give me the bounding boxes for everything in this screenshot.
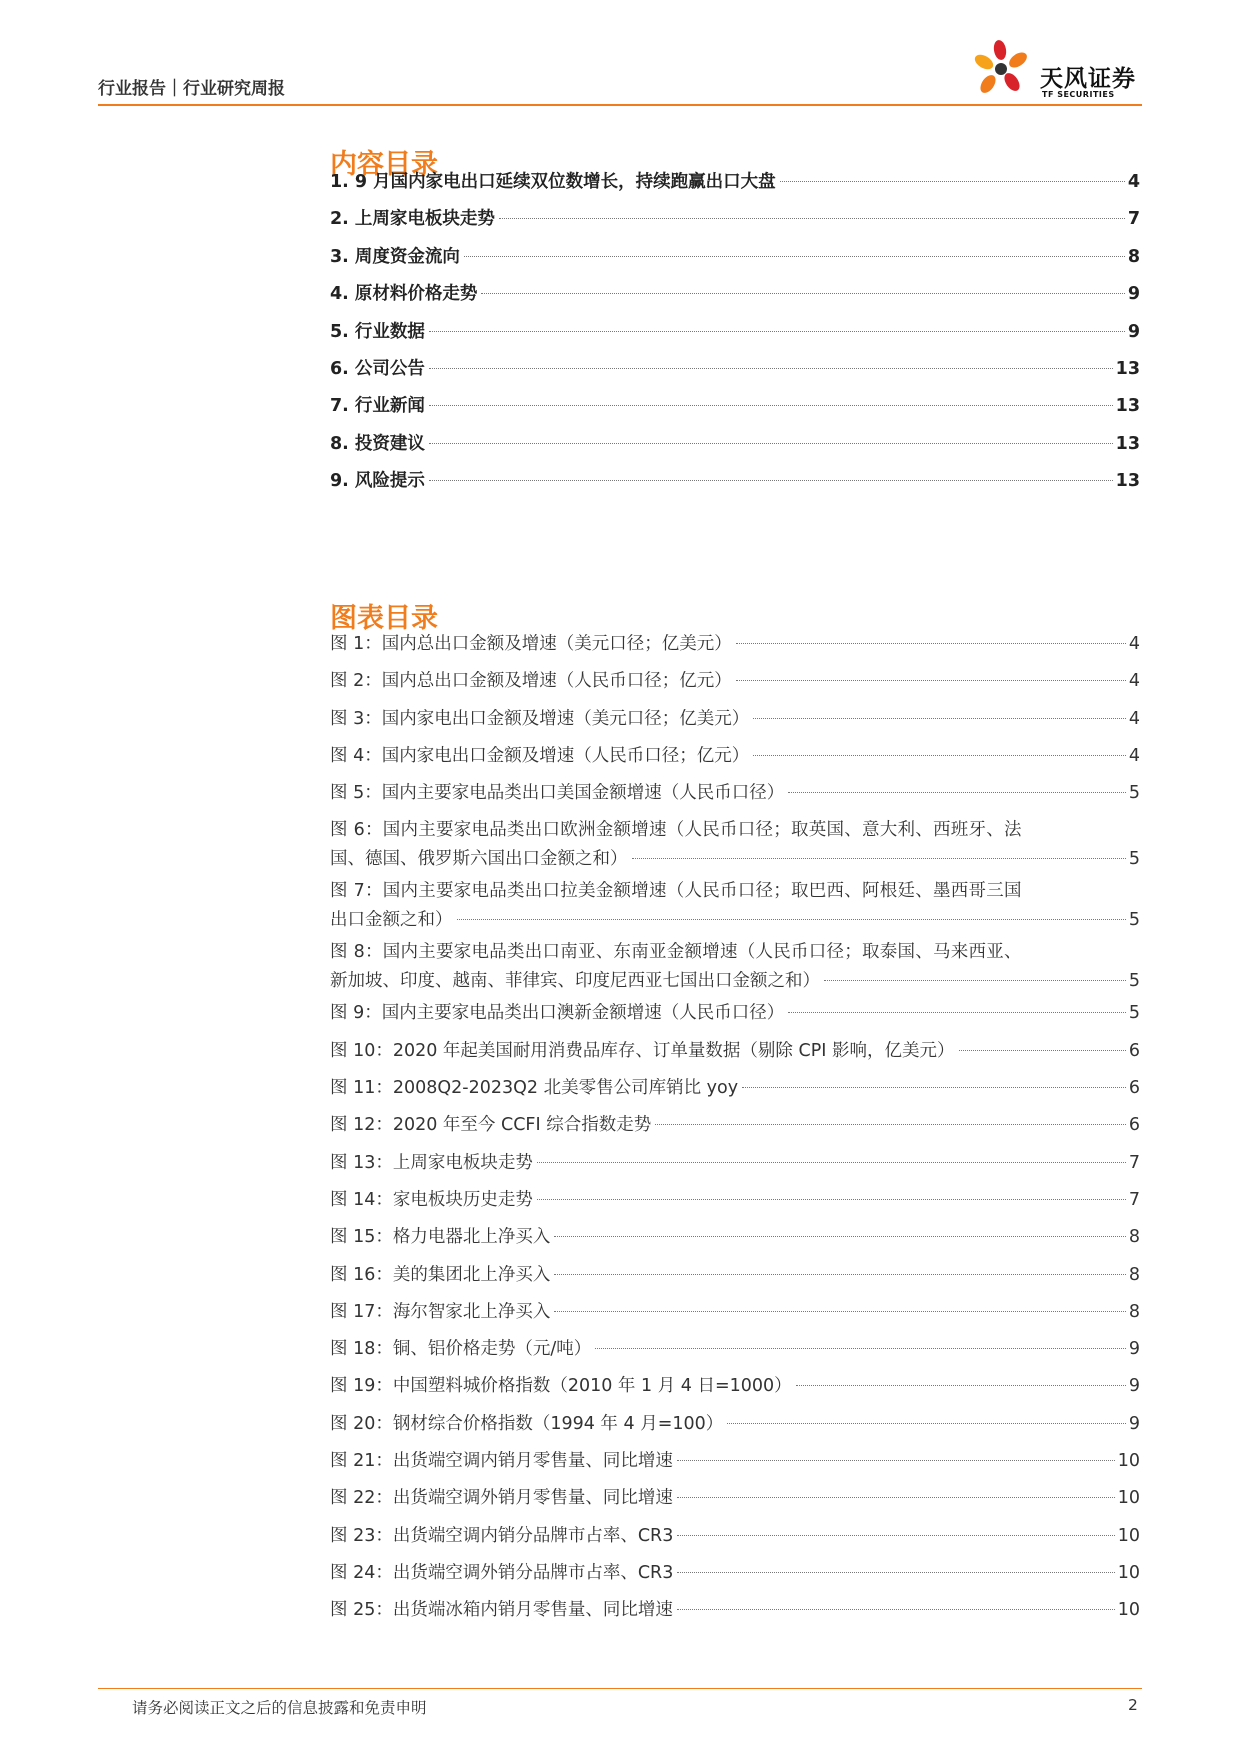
- toc-item-page: 13: [1115, 433, 1140, 454]
- toc-item-label: 6. 公司公告: [330, 358, 425, 379]
- figure-item-page: 10: [1117, 1525, 1140, 1546]
- figure-item[interactable]: [330, 742, 1140, 779]
- tf-securities-logo: [968, 38, 1158, 104]
- leader-dots: [796, 1385, 1126, 1386]
- figure-item[interactable]: [330, 1596, 1140, 1633]
- figure-item-label-line1: 图 7：国内主要家电品类出口拉美金额增速（人民币口径；取巴西、阿根廷、墨西哥三国: [330, 881, 1022, 902]
- leader-dots: [429, 331, 1125, 332]
- figure-item-label: 图 12：2020 年至今 CCFI 综合指数走势: [330, 1115, 652, 1136]
- leader-dots: [727, 1423, 1126, 1424]
- leader-dots: [677, 1460, 1115, 1461]
- leader-dots: [780, 181, 1125, 182]
- figure-item[interactable]: [330, 1372, 1140, 1409]
- figure-item[interactable]: [330, 1223, 1140, 1260]
- leader-dots: [824, 980, 1126, 981]
- footer-disclaimer: 请务必阅读正文之后的信息披露和免责申明: [132, 1699, 427, 1717]
- figure-item-label: 图 5：国内主要家电品类出口美国金额增速（人民币口径）: [330, 783, 785, 804]
- logo-english-name: TF SECURITIES: [1042, 90, 1115, 99]
- figure-item-label: 图 4：国内家电出口金额及增速（人民币口径；亿元）: [330, 745, 750, 766]
- figure-item-page: 5: [1128, 1003, 1140, 1024]
- figure-item-page: 8: [1128, 1227, 1140, 1248]
- figure-item-label-line1: 图 6：国内主要家电品类出口欧洲金额增速（人民币口径；取英国、意大利、西班牙、法: [330, 820, 1022, 841]
- figure-item-page: 9: [1128, 1339, 1140, 1360]
- figure-item[interactable]: [330, 779, 1140, 816]
- figure-item-label: 图 13：上周家电板块走势: [330, 1152, 533, 1173]
- leader-dots: [554, 1236, 1126, 1237]
- leader-dots: [464, 256, 1125, 257]
- toc-item-label: 5. 行业数据: [330, 321, 425, 342]
- leader-dots: [429, 480, 1113, 481]
- toc-item-page: 9: [1127, 321, 1140, 342]
- figure-item-label: 图 1：国内总出口金额及增速（美元口径；亿美元）: [330, 634, 732, 654]
- figure-item-page: 5: [1128, 971, 1140, 992]
- figure-item[interactable]: [330, 938, 1140, 999]
- leader-dots: [788, 792, 1126, 793]
- figure-item-page: 6: [1128, 1078, 1140, 1099]
- leader-dots: [595, 1348, 1126, 1349]
- toc-item-page: 13: [1115, 358, 1140, 379]
- figure-item[interactable]: [330, 1298, 1140, 1335]
- toc-item-page: 7: [1127, 209, 1140, 230]
- leader-dots: [736, 643, 1126, 644]
- figure-item-page: 9: [1128, 1376, 1140, 1397]
- figure-item-label: 图 22：出货端空调外销月零售量、同比增速: [330, 1488, 673, 1509]
- figure-item-label: 图 2：国内总出口金额及增速（人民币口径；亿元）: [330, 671, 732, 692]
- figure-item-page: 10: [1117, 1562, 1140, 1583]
- figure-item[interactable]: [330, 1559, 1140, 1596]
- leader-dots: [429, 443, 1113, 444]
- toc-item[interactable]: [330, 168, 1140, 205]
- figure-item[interactable]: [330, 816, 1140, 877]
- figure-item-label: 图 25：出货端冰箱内销月零售量、同比增速: [330, 1600, 673, 1621]
- figure-item[interactable]: [330, 1037, 1140, 1074]
- leader-dots: [742, 1087, 1126, 1088]
- figure-item-page: 9: [1128, 1413, 1140, 1434]
- toc-item[interactable]: [330, 318, 1140, 355]
- toc-item-page: 4: [1127, 172, 1140, 192]
- figure-item[interactable]: [330, 1111, 1140, 1148]
- figure-item[interactable]: [330, 1186, 1140, 1223]
- figure-item-page: 5: [1128, 910, 1140, 931]
- leader-dots: [429, 405, 1113, 406]
- figure-item-page: 7: [1128, 1189, 1140, 1210]
- figures-title: 图表目录: [330, 603, 438, 634]
- leader-dots: [457, 919, 1126, 920]
- figure-item[interactable]: [330, 1335, 1140, 1372]
- figure-item-label: 图 24：出货端空调外销分品牌市占率、CR3: [330, 1562, 674, 1583]
- flower-logo-icon: [970, 38, 1034, 102]
- figure-item[interactable]: [330, 630, 1140, 667]
- toc-item-page: 9: [1127, 284, 1140, 305]
- figure-item-label: 图 17：海尔智家北上净买入: [330, 1301, 551, 1322]
- figure-item[interactable]: [330, 1149, 1140, 1186]
- toc-item[interactable]: [330, 280, 1140, 317]
- figure-item-page: 4: [1128, 708, 1140, 729]
- toc-item-label: 3. 周度资金流向: [330, 246, 460, 267]
- toc-item-page: 13: [1115, 396, 1140, 417]
- figure-item-page: 6: [1128, 1040, 1140, 1061]
- figure-item-page: 4: [1128, 634, 1140, 654]
- page-number: 2: [1128, 1696, 1138, 1714]
- figure-item-label-line2: 国、德国、俄罗斯六国出口金额之和）: [330, 849, 628, 870]
- figure-item-label: 图 14：家电板块历史走势: [330, 1189, 533, 1210]
- leader-dots: [481, 293, 1124, 294]
- leader-dots: [554, 1274, 1126, 1275]
- figure-item-label: 图 20：钢材综合价格指数（1994 年 4 月=100）: [330, 1413, 724, 1434]
- leader-dots: [632, 858, 1126, 859]
- leader-dots: [429, 368, 1113, 369]
- figure-item-label: 图 19：中国塑料城价格指数（2010 年 1 月 4 日=1000）: [330, 1376, 792, 1397]
- toc-item-label: 1. 9 月国内家电出口延续双位数增长，持续跑赢出口大盘: [330, 172, 776, 192]
- toc-item-label: 7. 行业新闻: [330, 396, 425, 417]
- figure-item-label: 图 3：国内家电出口金额及增速（美元口径；亿美元）: [330, 708, 750, 729]
- header-divider: [98, 104, 1142, 106]
- leader-dots: [677, 1609, 1115, 1610]
- figure-item-label: 图 21：出货端空调内销月零售量、同比增速: [330, 1451, 673, 1472]
- figure-item[interactable]: [330, 1447, 1140, 1484]
- leader-dots: [655, 1124, 1126, 1125]
- toc-item-page: 8: [1127, 246, 1140, 267]
- toc-item-label: 2. 上周家电板块走势: [330, 209, 495, 230]
- logo-name: 天风证券: [1040, 66, 1136, 92]
- toc-item[interactable]: [330, 355, 1140, 392]
- figure-item-page: 10: [1117, 1488, 1140, 1509]
- toc-item[interactable]: [330, 243, 1140, 280]
- figure-item[interactable]: [330, 999, 1140, 1036]
- figure-item-label: 图 15：格力电器北上净买入: [330, 1227, 551, 1248]
- figure-item[interactable]: [330, 1522, 1140, 1559]
- leader-dots: [753, 755, 1126, 756]
- leader-dots: [499, 218, 1125, 219]
- figure-item-label: 图 10：2020 年起美国耐用消费品库存、订单量数据（剔除 CPI 影响，亿美元）: [330, 1040, 955, 1061]
- toc-item-label: 9. 风险提示: [330, 471, 425, 492]
- figure-item-page: 10: [1117, 1451, 1140, 1472]
- figure-item-page: 5: [1128, 849, 1140, 870]
- leader-dots: [537, 1199, 1126, 1200]
- figure-item[interactable]: [330, 1074, 1140, 1111]
- figure-item[interactable]: [330, 877, 1140, 938]
- figure-item-page: 4: [1128, 745, 1140, 766]
- figure-item[interactable]: [330, 705, 1140, 742]
- figure-item[interactable]: [330, 1484, 1140, 1521]
- figure-item-page: 4: [1128, 671, 1140, 692]
- leader-dots: [788, 1012, 1126, 1013]
- toc-item[interactable]: [330, 392, 1140, 429]
- leader-dots: [537, 1162, 1126, 1163]
- figure-item-page: 10: [1117, 1600, 1140, 1621]
- figure-item-page: 5: [1128, 783, 1140, 804]
- figures-list: [330, 630, 1140, 1634]
- contents-title: 内容目录: [330, 149, 438, 180]
- toc-item[interactable]: [330, 430, 1140, 467]
- toc-item-page: 13: [1115, 471, 1140, 492]
- toc-item-label: 4. 原材料价格走势: [330, 284, 478, 305]
- figure-item-page: 8: [1128, 1264, 1140, 1285]
- figure-item[interactable]: [330, 667, 1140, 704]
- figure-item[interactable]: [330, 1261, 1140, 1298]
- leader-dots: [736, 680, 1126, 681]
- leader-dots: [677, 1572, 1114, 1573]
- toc-item[interactable]: [330, 467, 1140, 504]
- figure-item-page: 8: [1128, 1301, 1140, 1322]
- leader-dots: [753, 718, 1126, 719]
- figure-item-label: 图 9：国内主要家电品类出口澳新金额增速（人民币口径）: [330, 1003, 785, 1024]
- figure-item[interactable]: [330, 1410, 1140, 1447]
- figure-item-label: 图 18：铜、铝价格走势（元/吨）: [330, 1339, 592, 1360]
- leader-dots: [677, 1535, 1114, 1536]
- figure-item-label-line2: 出口金额之和）: [330, 910, 453, 931]
- toc-item[interactable]: [330, 205, 1140, 242]
- footer-divider: [98, 1688, 1142, 1689]
- figure-item-label: 图 16：美的集团北上净买入: [330, 1264, 551, 1285]
- figure-item-page: 6: [1128, 1115, 1140, 1136]
- figure-item-page: 7: [1128, 1152, 1140, 1173]
- figure-item-label: 图 23：出货端空调内销分品牌市占率、CR3: [330, 1525, 674, 1546]
- header-title: 行业报告｜行业研究周报: [98, 79, 285, 99]
- figure-item-label-line2: 新加坡、印度、越南、菲律宾、印度尼西亚七国出口金额之和）: [330, 971, 820, 992]
- figure-item-label: 图 11：2008Q2-2023Q2 北美零售公司库销比 yoy: [330, 1078, 739, 1099]
- leader-dots: [554, 1311, 1126, 1312]
- leader-dots: [959, 1050, 1126, 1051]
- leader-dots: [677, 1497, 1115, 1498]
- figure-item-label-line1: 图 8：国内主要家电品类出口南亚、东南亚金额增速（人民币口径；取泰国、马来西亚、: [330, 942, 1022, 963]
- contents-list: [330, 168, 1140, 505]
- toc-item-label: 8. 投资建议: [330, 433, 425, 454]
